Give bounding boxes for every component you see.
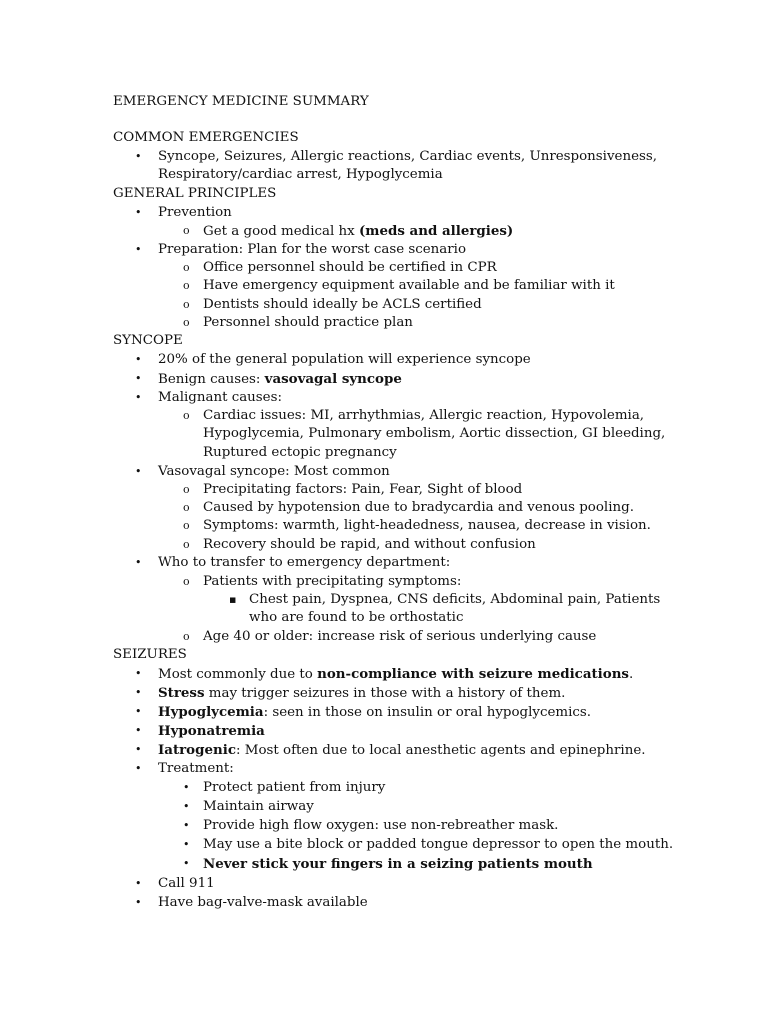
sub-list-item-text: Ruptured ectopic pregnancy: [203, 445, 397, 460]
sub-list-item-text: Have emergency equipment available and be familiar with it: [203, 278, 615, 293]
list-item: [0, 204, 768, 222]
list-item-continuation: [0, 166, 768, 184]
bullet-marker: •: [135, 372, 142, 385]
circle-marker: o: [183, 298, 190, 311]
sub-list-item-text: Personnel should practice plan: [203, 315, 413, 330]
section-heading-seizures: [0, 646, 768, 664]
sub-sub-list-item: [0, 591, 768, 609]
list-item-text: Call 911: [158, 876, 215, 891]
circle-marker: o: [183, 519, 190, 532]
list-item: [0, 554, 768, 572]
text-run-bold: Stress: [158, 685, 205, 701]
sub-list-item: [0, 314, 768, 332]
bullet-marker: •: [183, 838, 190, 851]
list-item-text: [158, 684, 565, 703]
heading-common: COMMON EMERGENCIES: [113, 130, 299, 145]
sub-list-item-text: May use a bite block or padded tongue depressor to open the mouth.: [203, 837, 674, 852]
list-item-text: Vasovagal syncope: Most common: [158, 464, 390, 479]
list-item-text: [158, 703, 591, 722]
list-item-text: Preparation: Plan for the worst case scenario: [158, 242, 467, 257]
sub-list-item-text: Age 40 or older: increase risk of serious underlying cause: [203, 629, 597, 644]
list-item: [0, 241, 768, 259]
sub-sub-list-item-text: Chest pain, Dyspnea, CNS deficits, Abdominal pain, Patients: [249, 592, 661, 607]
list-item-text: Syncope, Seizures, Allergic reactions, Cardiac events, Unresponsiveness,: [158, 149, 658, 164]
sub-list-item-text: Office personnel should be certified in CPR: [203, 260, 497, 275]
section-heading-general: [0, 185, 768, 203]
sub-list-item: [0, 296, 768, 314]
list-item: [0, 665, 768, 683]
document-title: EMERGENCY MEDICINE SUMMARY: [113, 94, 369, 109]
text-run-bold: (meds and allergies): [358, 223, 514, 239]
sub-list-item-text: Protect patient from injury: [203, 780, 386, 795]
text-run: may trigger seizures in those with a history of them.: [204, 686, 566, 701]
sub-list-item: [0, 277, 768, 295]
bullet-marker: •: [135, 150, 142, 163]
sub-list-item: [0, 573, 768, 591]
square-marker: ▪: [229, 593, 237, 606]
circle-marker: o: [183, 630, 190, 643]
bullet-marker: •: [183, 819, 190, 832]
list-item-text: Prevention: [158, 205, 232, 220]
sub-list-item: [0, 259, 768, 277]
bullet-marker: •: [135, 391, 142, 404]
bullet-marker: •: [135, 743, 142, 756]
sub-list-item-text: [203, 222, 513, 241]
bullet-marker: •: [183, 781, 190, 794]
list-item-text: 20% of the general population will experience syncope: [158, 352, 531, 367]
bullet-marker: •: [135, 762, 142, 775]
list-item: [0, 760, 768, 778]
sub-list-item-text: Provide high flow oxygen: use non-rebreather mask.: [203, 818, 559, 833]
sub-list-item: [0, 407, 768, 425]
sub-list-item: [0, 836, 768, 854]
circle-marker: o: [183, 409, 190, 422]
list-item: [0, 875, 768, 893]
list-item-text: Respiratory/cardiac arrest, Hypoglycemia: [158, 167, 443, 182]
text-run-bold: Hypoglycemia: [158, 704, 264, 720]
sub-list-item-text: Hypoglycemia, Pulmonary embolism, Aortic dissection, GI bleeding,: [203, 426, 666, 441]
text-run: Get a good medical hx: [203, 224, 359, 239]
text-run-bold: non-compliance with seizure medications: [317, 666, 629, 682]
bullet-marker: •: [183, 800, 190, 813]
text-run-bold: Iatrogenic: [158, 742, 236, 758]
list-item-text: Hyponatremia: [158, 723, 265, 739]
list-item: [0, 703, 768, 721]
list-item: [0, 894, 768, 912]
sub-list-item: [0, 798, 768, 816]
sub-list-item-text: Symptoms: warmth, light-headedness, nausea, decrease in vision.: [203, 518, 651, 533]
text-run: : seen in those on insulin or oral hypoglycemics.: [263, 705, 591, 720]
circle-marker: o: [183, 224, 190, 237]
list-item-text: Treatment:: [158, 761, 234, 776]
section-heading-common: [0, 129, 768, 147]
text-run-bold: vasovagal syncope: [264, 371, 402, 387]
sub-list-item-text: Cardiac issues: MI, arrhythmias, Allergic reaction, Hypovolemia,: [203, 408, 645, 423]
sub-list-item: [0, 222, 768, 240]
sub-list-item: [0, 817, 768, 835]
section-heading-syncope: [0, 332, 768, 350]
list-item: [0, 741, 768, 759]
list-item: [0, 370, 768, 388]
text-run: .: [628, 667, 634, 682]
text-run: Most commonly due to: [158, 667, 318, 682]
sub-list-item: [0, 628, 768, 646]
sub-list-item: [0, 481, 768, 499]
heading-syncope: SYNCOPE: [113, 333, 183, 348]
sub-list-item-text: Caused by hypotension due to bradycardia and venous pooling.: [203, 500, 634, 515]
bullet-marker: •: [183, 857, 190, 870]
bullet-marker: •: [135, 556, 142, 569]
list-item-text: Who to transfer to emergency department:: [158, 555, 451, 570]
sub-list-item: [0, 536, 768, 554]
circle-marker: o: [183, 316, 190, 329]
bullet-marker: •: [135, 896, 142, 909]
sub-sub-list-item-text: who are found to be orthostatic: [249, 610, 464, 625]
heading-general: GENERAL PRINCIPLES: [113, 186, 277, 201]
heading-seizures: SEIZURES: [113, 647, 187, 662]
bullet-marker: •: [135, 667, 142, 680]
list-item: [0, 389, 768, 407]
bullet-marker: •: [135, 705, 142, 718]
circle-marker: o: [183, 261, 190, 274]
list-item-text: [158, 741, 646, 760]
bullet-marker: •: [135, 206, 142, 219]
list-item: [0, 684, 768, 702]
circle-marker: o: [183, 279, 190, 292]
sub-list-item-continuation: [0, 425, 768, 443]
text-run: Benign causes:: [158, 372, 265, 387]
sub-list-item-text: Dentists should ideally be ACLS certified: [203, 297, 482, 312]
sub-list-item: [0, 855, 768, 873]
bullet-marker: •: [135, 686, 142, 699]
sub-list-item-text: Patients with precipitating symptoms:: [203, 574, 462, 589]
circle-marker: o: [183, 538, 190, 551]
sub-list-item: [0, 517, 768, 535]
list-item-text: Have bag-valve-mask available: [158, 895, 368, 910]
sub-list-item: [0, 779, 768, 797]
sub-list-item-text: Precipitating factors: Pain, Fear, Sight of blood: [203, 482, 523, 497]
bullet-marker: •: [135, 243, 142, 256]
bullet-marker: •: [135, 465, 142, 478]
circle-marker: o: [183, 483, 190, 496]
sub-list-item: [0, 499, 768, 517]
bullet-marker: •: [135, 353, 142, 366]
sub-list-item-text: Maintain airway: [203, 799, 314, 814]
circle-marker: o: [183, 575, 190, 588]
sub-sub-list-item-continuation: [0, 609, 768, 627]
sub-list-item-text: Never stick your fingers in a seizing patients mouth: [203, 856, 593, 872]
list-item-text: [158, 370, 402, 389]
bullet-marker: •: [135, 877, 142, 890]
circle-marker: o: [183, 501, 190, 514]
bullet-marker: •: [135, 724, 142, 737]
list-item: [0, 722, 768, 740]
document-title-line: [0, 93, 768, 111]
sub-list-item-text: Recovery should be rapid, and without confusion: [203, 537, 536, 552]
list-item-text: Malignant causes:: [158, 390, 282, 405]
list-item: [0, 148, 768, 166]
list-item-text: [158, 665, 633, 684]
list-item: [0, 463, 768, 481]
sub-list-item-continuation: [0, 444, 768, 462]
list-item: [0, 351, 768, 369]
text-run: : Most often due to local anesthetic agents and epinephrine.: [235, 743, 646, 758]
